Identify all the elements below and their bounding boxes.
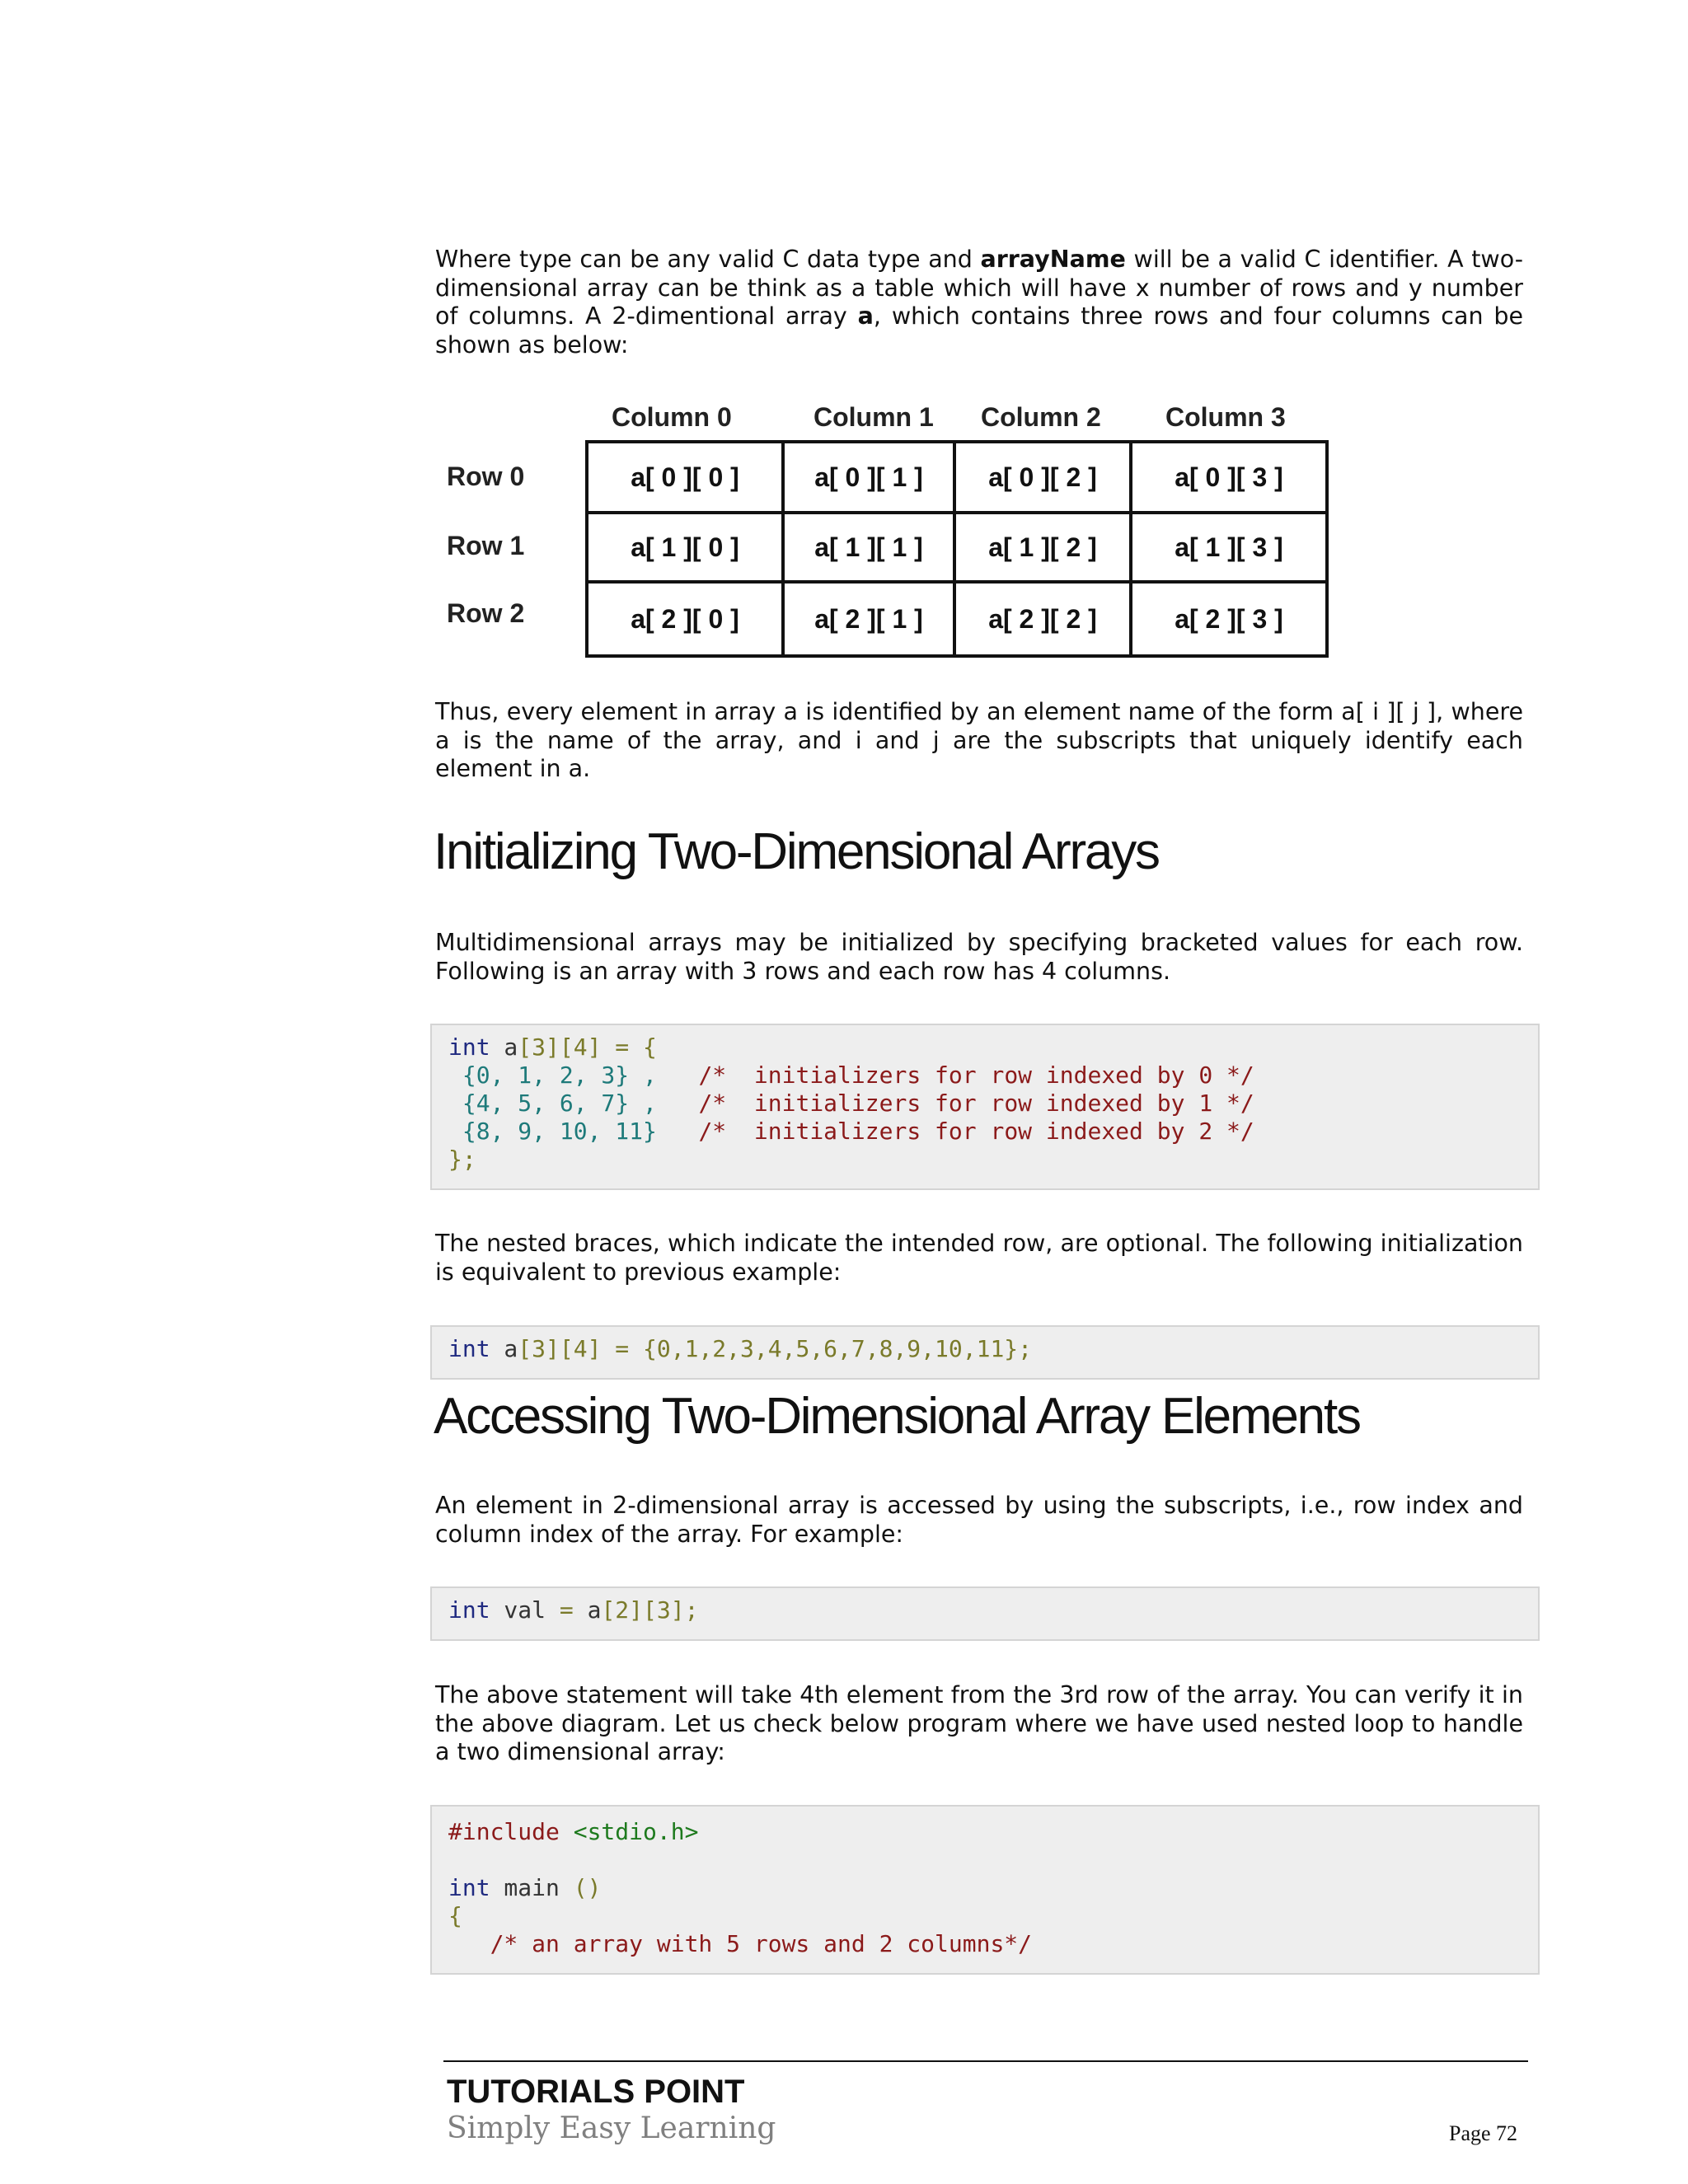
grid-cell: a[ 1 ][ 0 ] xyxy=(588,514,785,583)
code-include-header: <stdio.h> xyxy=(559,1818,699,1845)
column-header: Column 1 xyxy=(814,402,934,432)
code-identifier: a xyxy=(490,1033,518,1061)
grid-cell: a[ 2 ][ 1 ] xyxy=(785,583,956,654)
code-block-access xyxy=(430,1586,1540,1641)
code-identifier: main xyxy=(490,1874,574,1901)
explanation-paragraph: Thus, every element in array a is identified by an element name of the form a[ i ][ j ], where a is the name of the array, and i and j are the subscripts that uniquely identify each element in a. xyxy=(435,698,1523,782)
grid-cell: a[ 0 ][ 0 ] xyxy=(588,443,785,514)
intro-text-1: Where type can be any valid C data type and xyxy=(435,246,981,273)
page-number: Page 72 xyxy=(1449,2121,1518,2145)
footer-tagline: Simply Easy Learning xyxy=(447,2111,776,2145)
grid-cell: a[ 1 ][ 2 ] xyxy=(956,514,1132,583)
code-punct: () xyxy=(573,1874,602,1901)
code-identifier: val xyxy=(490,1596,560,1624)
code-comment: /* an array with 5 rows and 2 columns*/ xyxy=(448,1930,1033,1957)
code-punct: }; xyxy=(448,1146,476,1173)
grid-cell: a[ 2 ][ 2 ] xyxy=(956,583,1132,654)
code-keyword: int xyxy=(448,1033,490,1061)
code-preprocessor: #include xyxy=(448,1818,560,1845)
column-header: Column 3 xyxy=(1165,402,1286,432)
code-punct: [3][4] = { xyxy=(518,1033,657,1061)
init-paragraph: Multidimensional arrays may be initialized by specifying bracketed values for each row. Following is an array with 3 rows and each row has 4 columns. xyxy=(435,929,1523,985)
intro-paragraph xyxy=(435,246,1523,359)
grid-cell: a[ 2 ][ 0 ] xyxy=(588,583,785,654)
code-block-flat-init xyxy=(430,1325,1540,1380)
nested-braces-paragraph: The nested braces, which indicate the intended row, are optional. The following initialization is equivalent to previous example: xyxy=(435,1230,1523,1286)
code-identifier: a xyxy=(490,1335,518,1362)
code-values: {4, 5, 6, 7} , xyxy=(462,1090,657,1117)
code-values: [3][4] = {0,1,2,3,4,5,6,7,8,9,10,11}; xyxy=(518,1335,1033,1362)
intro-bold-a: a xyxy=(857,302,874,330)
nested-loop-paragraph: The above statement will take 4th element from the 3rd row of the array. You can verify it in the above diagram. Let us check below program where we have used nested loop to handle a two dimensional array: xyxy=(435,1681,1523,1765)
code-identifier: a xyxy=(573,1596,602,1624)
column-header: Column 0 xyxy=(612,402,732,432)
code-keyword: int xyxy=(448,1596,490,1624)
grid-cell: a[ 0 ][ 1 ] xyxy=(785,443,956,514)
grid-cell: a[ 1 ][ 3 ] xyxy=(1132,514,1325,583)
code-punct: [2][3]; xyxy=(601,1596,699,1624)
access-paragraph: An element in 2-dimensional array is accessed by using the subscripts, i.e., row index and column index of the array. For example: xyxy=(435,1492,1523,1548)
code-keyword: int xyxy=(448,1874,490,1901)
section-heading-accessing: Accessing Two-Dimensional Array Elements xyxy=(434,1388,1360,1445)
section-heading-initializing: Initializing Two-Dimensional Arrays xyxy=(434,823,1159,880)
code-operator: = xyxy=(559,1596,574,1624)
code-comment: /* initializers for row indexed by 1 */ xyxy=(698,1090,1254,1117)
code-keyword: int xyxy=(448,1335,490,1362)
intro-text-3: , which contains three rows and four columns can be shown as below: xyxy=(435,302,1524,359)
footer-divider xyxy=(443,2060,1528,2062)
array-grid xyxy=(585,440,1329,658)
code-comment: /* initializers for row indexed by 0 */ xyxy=(698,1062,1254,1089)
array-diagram xyxy=(437,402,1343,666)
column-header: Column 2 xyxy=(981,402,1101,432)
row-header: Row 0 xyxy=(447,462,525,491)
code-block-program xyxy=(430,1805,1540,1975)
code-punct: { xyxy=(448,1902,462,1929)
row-header: Row 1 xyxy=(447,531,525,560)
code-values: {0, 1, 2, 3} , xyxy=(462,1062,657,1089)
row-header: Row 2 xyxy=(447,598,525,628)
grid-cell: a[ 2 ][ 3 ] xyxy=(1175,603,1283,634)
grid-cell: a[ 1 ][ 1 ] xyxy=(785,514,956,583)
grid-cell: a[ 0 ][ 3 ] xyxy=(1132,443,1325,514)
footer-brand: TUTORIALS POINT xyxy=(447,2074,745,2110)
intro-text-2: will be a valid C identifier. A two-dimensional array can be think as a table which will have x number of rows and y number of columns. A 2-dimentional array xyxy=(435,246,1523,330)
code-block-initializer xyxy=(430,1024,1540,1190)
code-values: {8, 9, 10, 11} xyxy=(462,1118,657,1145)
intro-bold-arrayname: arrayName xyxy=(980,246,1126,273)
grid-cell: a[ 0 ][ 2 ] xyxy=(956,443,1132,514)
code-comment: /* initializers for row indexed by 2 */ xyxy=(698,1118,1254,1145)
